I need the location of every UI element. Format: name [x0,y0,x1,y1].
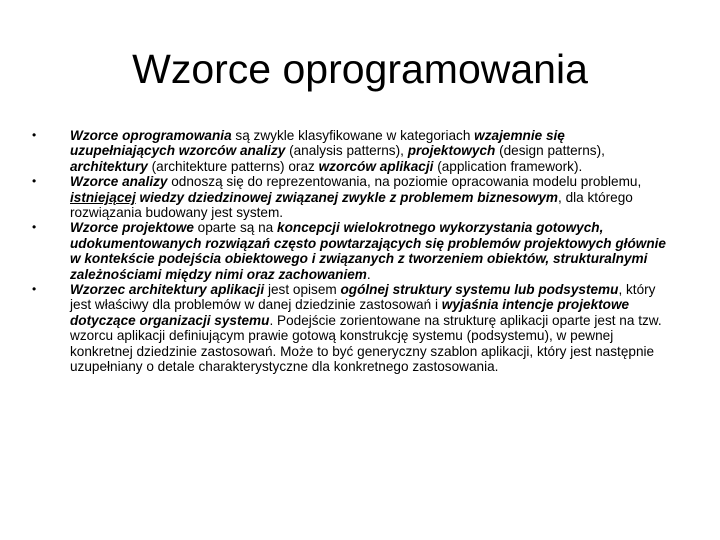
text-run: wzajemnie się uzupełniających wzorców analizy [70,128,565,159]
bullet-text [70,220,666,281]
text-run: projektowych [407,143,496,159]
bullet-item [30,128,670,174]
text-run: istniejącej [70,189,136,205]
bullet-list [30,128,670,375]
bullet-text [70,128,605,174]
text-run: Wzorce projektowe [70,220,194,236]
bullet-item [30,282,670,374]
bullet-item [30,174,670,220]
bullet-text [70,282,662,374]
text-run: wzorców aplikacji [318,158,434,174]
text-run: . [366,266,371,282]
bullet-icon: • [32,282,37,297]
text-run: wiedzy dziedzinowej związanej zwykle z problemem biznesowym [139,189,559,205]
text-run: Wzorce analizy [70,174,168,190]
text-run: architektury [70,158,148,174]
text-run: Wzorzec architektury aplikacji [70,282,265,298]
text-run: wyjaśnia intencje projektowe dotyczące organizacji systemu [70,297,630,328]
bullet-icon: • [32,174,37,189]
text-run: (design patterns), [495,143,605,159]
text-run: (application framework). [433,158,583,174]
text-run: . Podejście zorientowane na strukturę aplikacji oparte jest na tzw. wzorcu aplikacji definiującym prawie gotową konstrukcję systemu (podsystemu), w pewnej konkretnej dziedzinie zastosowań. Może to być generyczny szablon aplikacji, który jest następnie uzupełniany o detale charakterystyczne dla konkretnego zastosowania. [70,312,662,375]
text-run: ogólnej struktury systemu lub podsystemu [340,282,619,298]
text-run: (analysis patterns), [285,143,408,159]
text-run: (architekture patterns) oraz [147,158,319,174]
text-run: oparte są na [193,220,278,236]
text-run: są zwykle klasyfikowane w kategoriach [231,128,475,143]
bullet-icon: • [32,128,37,142]
bullet-icon: • [32,220,37,235]
bullet-item [30,220,670,282]
text-run: Wzorce oprogramowania [70,128,232,143]
text-run: odnoszą się do reprezentowania, na poziomie opracowania modelu problemu, [167,174,642,190]
slide-title: Wzorce oprogramowania [132,46,588,92]
text-run: koncepcji wielokrotnego wykorzystania gotowych, udokumentowanych rozwiązań często powtarzających się problemów projektowych głównie w kontekście podejścia obiektowego i związanych z tworzeniem obiektów, strukturalnymi zależnościami między nimi oraz zachowaniem [70,220,666,282]
text-run: , dla którego rozwiązania budowany jest system. [70,189,633,221]
bullet-text [70,174,641,220]
text-run: , który jest właściwy dla problemów w danej dziedzinie zastosowań i [70,282,656,313]
text-run: jest opisem [264,282,341,298]
